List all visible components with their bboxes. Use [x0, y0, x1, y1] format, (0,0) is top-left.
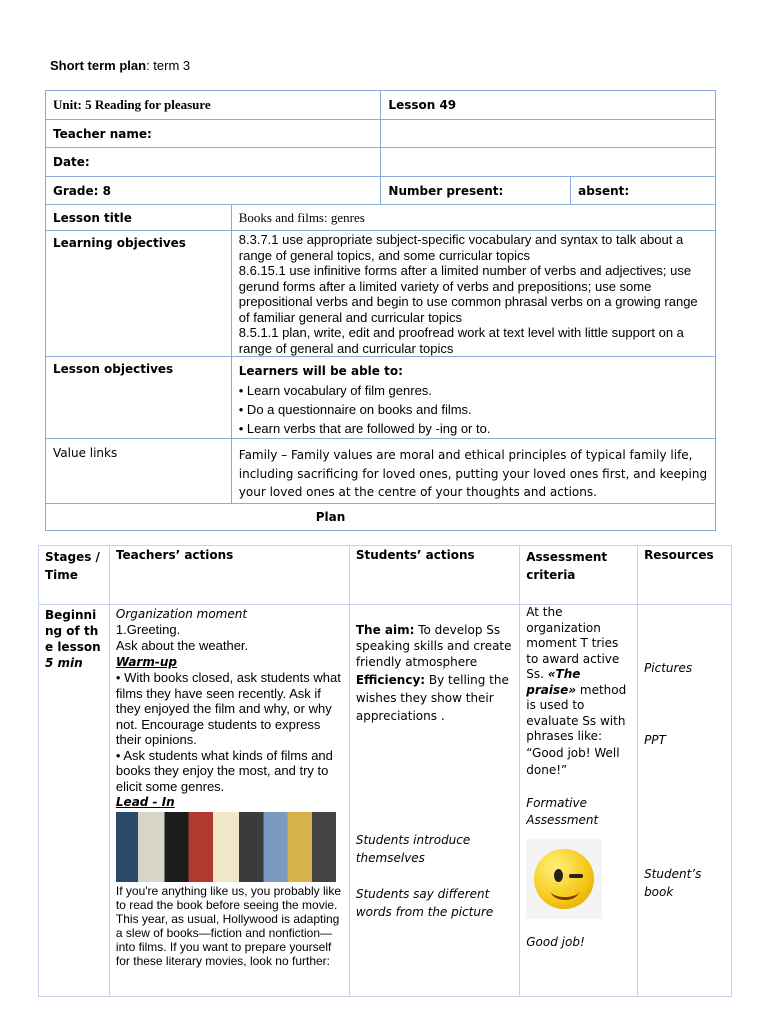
date-value — [381, 148, 716, 177]
stage-cell — [39, 605, 110, 997]
lesson-objective-item: • Learn vocabulary of film genres. — [238, 383, 432, 398]
plan-table — [38, 545, 732, 997]
header-resources: Resources — [638, 546, 732, 605]
unit-cell — [46, 91, 381, 120]
header-stages: Stages / Time — [39, 546, 110, 605]
good-job-quote: “Good job! Well done!” — [526, 745, 620, 777]
page-heading — [50, 58, 190, 73]
lesson-objective-item: • Learn verbs that are followed by -ing or to. — [238, 421, 491, 436]
lesson-title-label: Lesson title — [46, 205, 232, 231]
lesson-info-table — [45, 90, 716, 531]
greeting: 1.Greeting. — [115, 622, 181, 637]
header-assessment: Assessment criteria — [520, 546, 638, 605]
resource-pictures: Pictures — [644, 661, 693, 675]
unit-text: Unit: 5 Reading for pleasure — [53, 97, 211, 112]
date-label: Date: — [46, 148, 381, 177]
heading-bold: Short term plan — [50, 58, 147, 73]
lesson-objectives-label: Lesson objectives — [46, 357, 232, 439]
teacher-name-label: Teacher name: — [46, 120, 381, 148]
efficiency-text: By telling the wishes they show their appreciations . — [355, 673, 509, 723]
header-teachers-actions: Teachers’ actions — [109, 546, 349, 605]
efficiency-label: Efficiency: — [355, 673, 426, 687]
students-introduce: Students introduce themselves — [355, 833, 471, 865]
learning-objective-item: 8.6.15.1 use infinitive forms after a limited number of verbs and adjectives; use gerund forms after a limited variety of verbs and prepositions; use some prepositional verbs and begin to use common phrasal verbs on a growing range of familiar general and curricular topics — [238, 263, 698, 325]
warmup-text: • Ask students what kinds of films and books they enjoy the most, and try to elicit some genres. — [115, 747, 333, 794]
warmup-heading: Warm-up — [115, 655, 177, 669]
students-actions-cell — [349, 605, 519, 997]
students-say-words: Students say different words from the picture — [355, 887, 494, 919]
lesson-title-value: Books and films: genres — [238, 209, 365, 225]
lesson-title-cell — [231, 205, 715, 231]
leadin-text: If you're anything like us, you probably like to read the book before seeing the movie. This year, as usual, Hollywood is adapting a slew of books—fiction and nonfiction—into films. If you want to prepare yourself for these literary movies, look no further: — [115, 884, 341, 968]
aim-label: The aim: — [355, 623, 415, 637]
resource-book: Student’s book — [644, 867, 702, 899]
lesson-objectives-cell — [231, 357, 715, 439]
teacher-name-value — [381, 120, 716, 148]
smiley-wink — [569, 874, 583, 878]
resource-ppt: PPT — [644, 733, 666, 747]
praise-label: «The praise» — [526, 667, 581, 697]
assessment-text-1: At the organization moment T tries to award active Ss. — [526, 605, 620, 681]
absent-label: absent: — [571, 177, 716, 205]
resources-cell — [638, 605, 732, 997]
value-links-label: Value links — [46, 439, 232, 504]
good-job-praise: Good job! — [526, 934, 585, 949]
assessment-cell — [520, 605, 638, 997]
winking-smiley-picture — [526, 839, 602, 919]
value-links-text: Family – Family values are moral and ethical principles of typical family life, including sacrificing for loved ones, putting your loved ones first, and keeping your loved ones at the centre of your thoughts and actions. — [231, 439, 715, 504]
book-covers-picture — [116, 812, 336, 882]
lesson-number-cell: Lesson 49 — [381, 91, 716, 120]
warmup-text: • With books closed, ask students what films they have seen recently. Ask if they enjoyed the film and why, or why not. Encourage students to express their opinions. — [115, 670, 341, 747]
lesson-objective-item: • Do a questionnaire on books and films. — [238, 402, 472, 417]
learning-objective-item: 8.5.1.1 plan, write, edit and proofread work at text level with little support on a range of general and curricular topics — [238, 325, 684, 356]
assessment-text — [526, 605, 631, 745]
learners-will-label: Learners will be able to: — [238, 364, 403, 378]
efficiency — [356, 671, 513, 725]
plan-heading: Plan — [46, 504, 716, 531]
heading-rest: : term 3 — [146, 58, 191, 73]
grade-label: Grade: 8 — [46, 177, 381, 205]
aim — [356, 622, 513, 670]
header-students-actions: Students’ actions — [349, 546, 519, 605]
leadin-heading: Lead - In — [115, 795, 175, 809]
smiley-face-icon — [534, 849, 594, 909]
stage-time: 5 min — [45, 656, 83, 670]
learning-objectives-label: Learning objectives — [46, 231, 232, 357]
formative-assessment: Formative Assessment — [526, 795, 599, 827]
aim-text: To develop Ss speaking skills and create friendly atmosphere — [355, 623, 512, 669]
stage-name: Beginning of the lesson — [45, 608, 101, 654]
learning-objectives-cell — [231, 231, 715, 357]
learning-objective-item: 8.3.7.1 use appropriate subject-specific vocabulary and syntax to talk about a range of general topics, and some curricular topics — [238, 232, 684, 263]
smiley-mouth — [551, 883, 579, 900]
teachers-actions-cell — [109, 605, 349, 997]
weather: Ask about the weather. — [115, 638, 249, 653]
org-moment: Organization moment — [115, 607, 248, 621]
smiley-eye — [554, 869, 563, 882]
assessment-text-2: method is used to evaluate Ss with phrases like: — [526, 682, 627, 743]
number-present-label: Number present: — [381, 177, 571, 205]
